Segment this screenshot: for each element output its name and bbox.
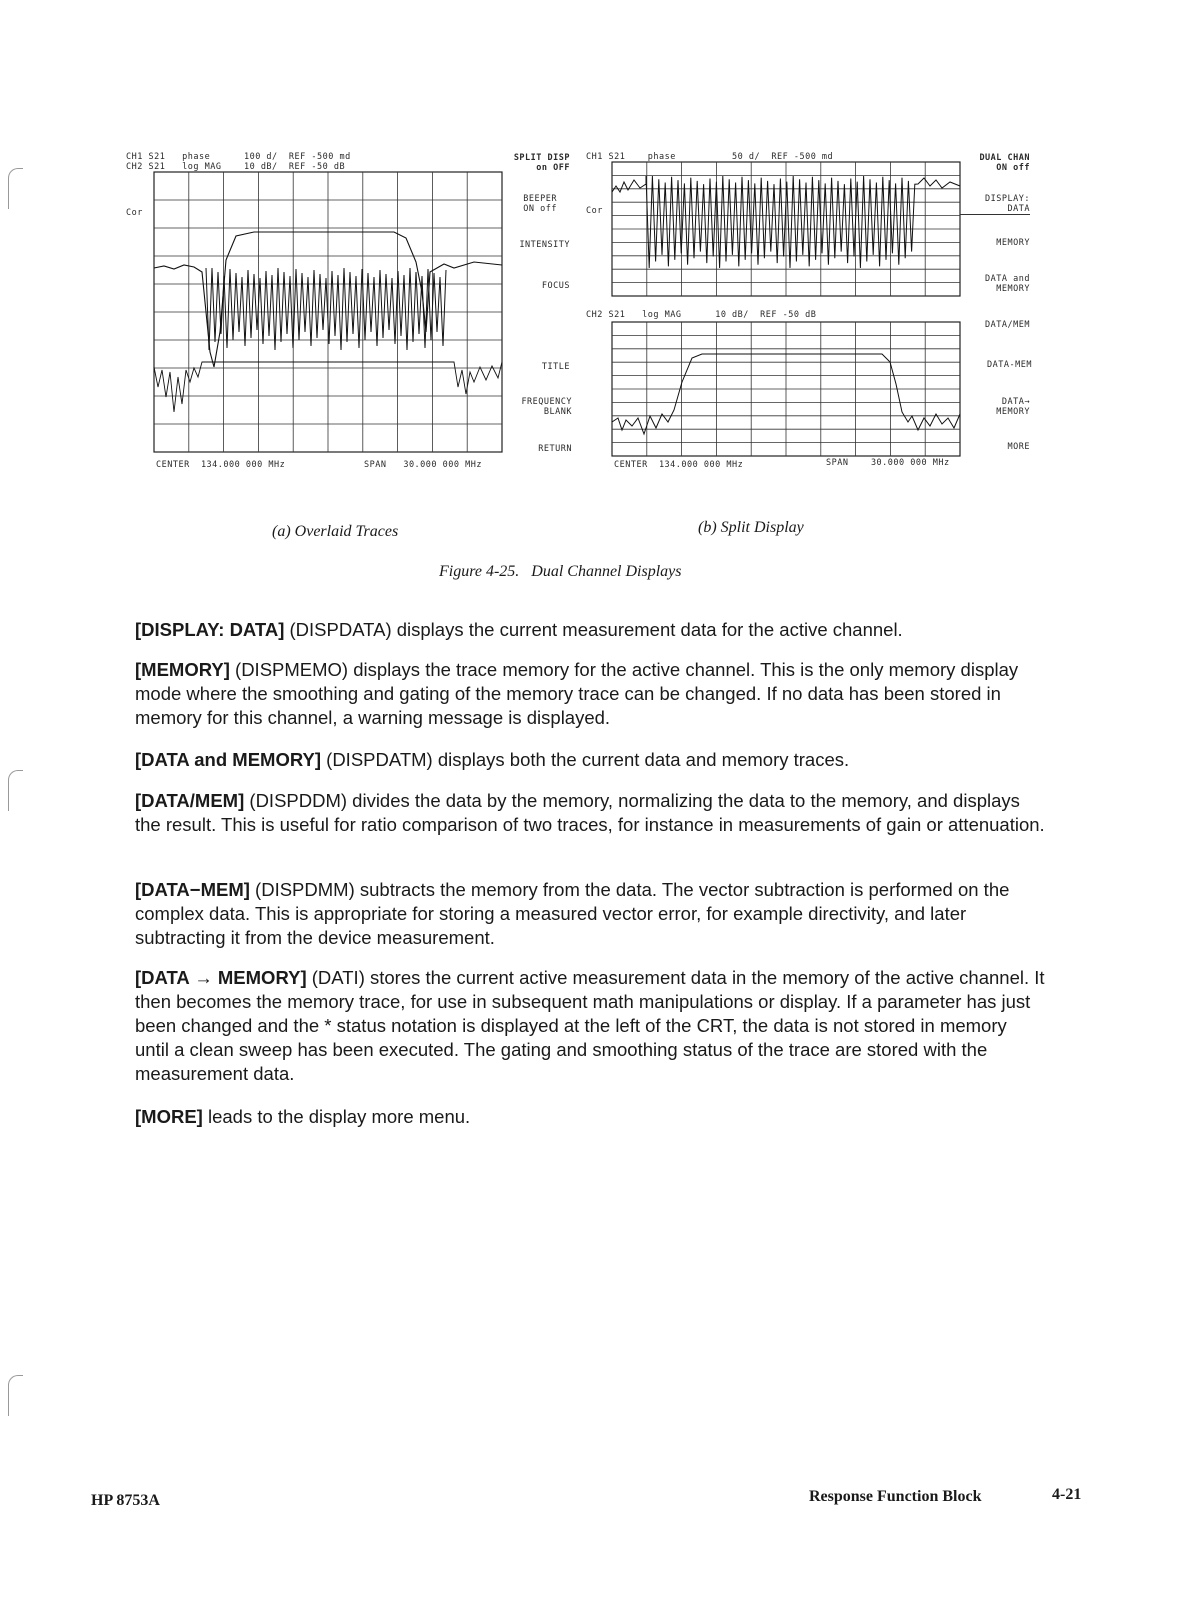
panel-b-top-graticule: [612, 162, 960, 296]
softkey-data-div-mem[interactable]: DATA/MEM: [985, 320, 1030, 330]
softkey-title[interactable]: TITLE: [541, 362, 570, 372]
panel-a-center-freq: CENTER 134.000 000 MHz: [156, 460, 286, 470]
paragraph-data-minus-mem: [135, 878, 1045, 950]
softkey-beeper[interactable]: BEEPER ON off: [523, 194, 557, 214]
panel-b-top-header: CH1 S21 phase 50 d/ REF -500 md: [586, 152, 834, 162]
paragraph-text: (DISPMEMO) displays the trace memory for the active channel. This is the only memory display mode where the smoothing and gating of the memory trace can be changed. If no data has been stored in memory for this channel, a warning message is displayed.: [135, 659, 1019, 728]
softkey-display-data[interactable]: DISPLAY: DATA: [960, 194, 1030, 215]
margin-mark: [8, 168, 23, 209]
panel-b-center-freq: CENTER 134.000 000 MHz: [614, 460, 744, 470]
panel-b-bottom-graticule: [612, 322, 960, 456]
softkey-frequency-blank[interactable]: FREQUENCY BLANK: [521, 397, 572, 417]
panel-a-cor: Cor: [126, 208, 143, 218]
paragraph-memory: [135, 658, 1045, 730]
paragraph-text: leads to the display more menu.: [202, 1106, 471, 1127]
softkey-memory[interactable]: MEMORY: [996, 238, 1030, 248]
paragraph-data-and-memory: [135, 748, 1045, 772]
softkey-ref: [DISPLAY: DATA]: [135, 619, 285, 640]
softkey-focus[interactable]: FOCUS: [541, 281, 570, 291]
softkey-split-disp[interactable]: SPLIT DISP on OFF: [513, 153, 570, 173]
caption-overlaid-traces: (a) Overlaid Traces: [272, 523, 399, 540]
softkey-ref: [MORE]: [135, 1106, 203, 1127]
panel-b-bottom-header: CH2 S21 log MAG 10 dB/ REF -50 dB: [586, 310, 817, 320]
softkey-ref: [DATA → MEMORY]: [135, 967, 307, 988]
softkey-ref: [DATA and MEMORY]: [135, 749, 322, 770]
softkey-intensity[interactable]: INTENSITY: [519, 240, 570, 250]
softkey-ref: [DATA−MEM]: [135, 879, 250, 900]
softkey-data-minus-mem[interactable]: DATA-MEM: [987, 360, 1032, 370]
softkey-ref: [MEMORY]: [135, 659, 230, 680]
paragraph-data-to-memory: [135, 966, 1045, 1086]
panel-a-header-ch2: CH2 S21 log MAG 10 dB/ REF -50 dB: [126, 162, 346, 172]
panel-b-cor: Cor: [586, 206, 603, 216]
panel-a-graticule: [154, 172, 502, 452]
paragraph-data-div-mem: [135, 789, 1045, 837]
figure-title: Figure 4-25. Dual Channel Displays: [439, 563, 682, 580]
paragraph-display-data: [135, 618, 1045, 642]
panel-a-header-ch1: CH1 S21 phase 100 d/ REF -500 md: [126, 152, 351, 162]
softkey-data-and-memory[interactable]: DATA and MEMORY: [985, 274, 1030, 294]
paragraph-text: (DISPDDM) divides the data by the memory, normalizing the data to the memory, and displays the result. This is useful for ratio comparison of two traces, for instance in measurements of gain or attenuation.: [135, 790, 1045, 835]
softkey-return[interactable]: RETURN: [538, 444, 572, 454]
margin-mark: [8, 1375, 23, 1416]
paragraph-text: (DISPDATA) displays the current measurement data for the active channel.: [284, 619, 903, 640]
softkey-data-to-memory[interactable]: DATA→ MEMORY: [996, 397, 1030, 417]
footer-page-number: 4-21: [1052, 1486, 1082, 1503]
paragraph-more: [135, 1105, 1045, 1129]
paragraph-text: (DISPDMM) subtracts the memory from the data. The vector subtraction is performed on the complex data. This is appropriate for storing a measured vector error, for example directivity, and later subtracting it from the device measurement.: [135, 879, 1010, 948]
softkey-more[interactable]: MORE: [1007, 442, 1030, 452]
softkey-dual-chan[interactable]: DUAL CHAN ON off: [979, 153, 1030, 173]
margin-mark: [8, 770, 23, 811]
paragraph-text: (DATI) stores the current active measurement data in the memory of the active channel. It then becomes the memory trace, for use in subsequent math manipulations or display. If a parameter has just been changed and the * status notation is displayed at the left of the CRT, the data is not stored in memory until a clean sweep has been executed. The gating and smoothing status of the trace are stored with the measurement data.: [135, 967, 1045, 1084]
softkey-ref: [DATA/MEM]: [135, 790, 245, 811]
paragraph-text: (DISPDATM) displays both the current data and memory traces.: [321, 749, 850, 770]
panel-b-span: SPAN 30.000 000 MHz: [826, 458, 950, 468]
footer-model: HP 8753A: [91, 1492, 160, 1509]
caption-split-display: (b) Split Display: [698, 519, 804, 536]
panel-a-span: SPAN 30.000 000 MHz: [364, 460, 482, 470]
footer-section: Response Function Block: [809, 1488, 982, 1505]
